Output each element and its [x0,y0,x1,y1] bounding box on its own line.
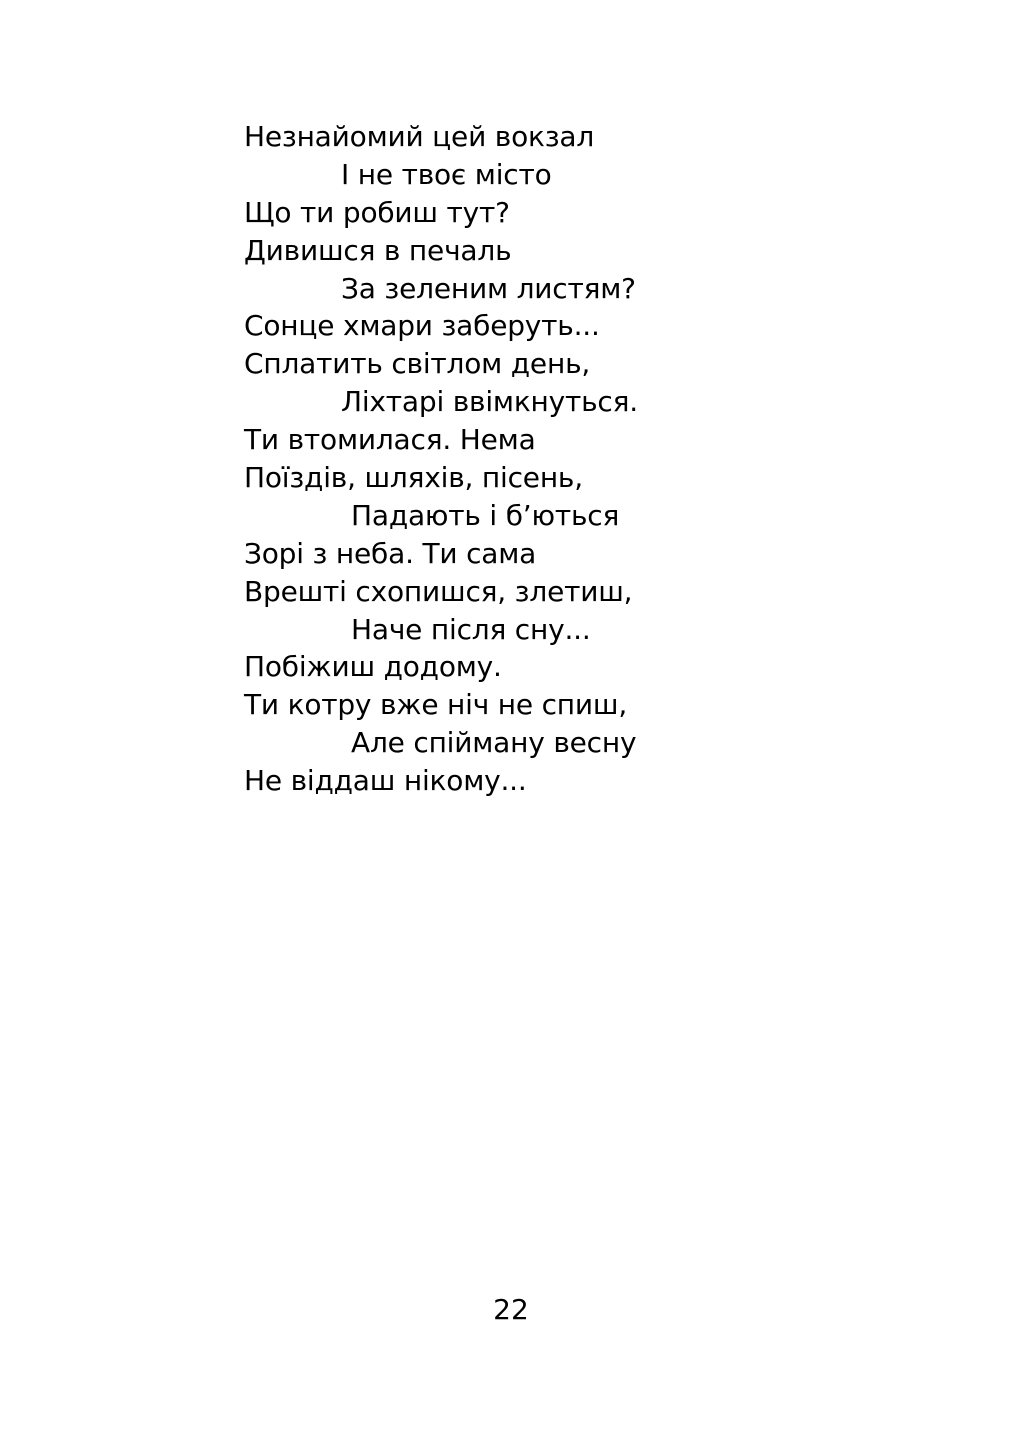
poem-line: Дивишся в печаль [244,233,512,267]
poem-text [244,118,804,800]
poem-line: Наче після сну... [351,612,591,646]
poem-line: Сплатить світлом день, [244,347,591,381]
poem-line: Але спійману весну [351,726,637,760]
poem-line: Зорі з неба. Ти сама [244,536,537,570]
poem-line: Незнайомий цей вокзал [244,120,595,153]
poem-line: І не твоє місто [341,157,552,191]
poem-line: Не віддаш нікому... [244,764,527,798]
poem-line: Побіжиш додому. [244,650,502,684]
poem-line: Ти втомилася. Нема [244,423,536,457]
page-number: 22 [493,1293,529,1326]
poem-line: Врешті схопишся, злетиш, [244,574,633,608]
poem-line: Що ти робиш тут? [244,195,510,229]
poem-line: За зеленим листям? [341,271,636,305]
poem-line: Падають і б’ються [351,498,620,532]
poem-line: Ліхтарі ввімкнуться. [341,385,638,419]
poem-line: Сонце хмари заберуть... [244,309,600,343]
poem-line: Ти котру вже ніч не спиш, [244,688,628,722]
poem-line: Поїздів, шляхів, пісень, [244,461,583,495]
